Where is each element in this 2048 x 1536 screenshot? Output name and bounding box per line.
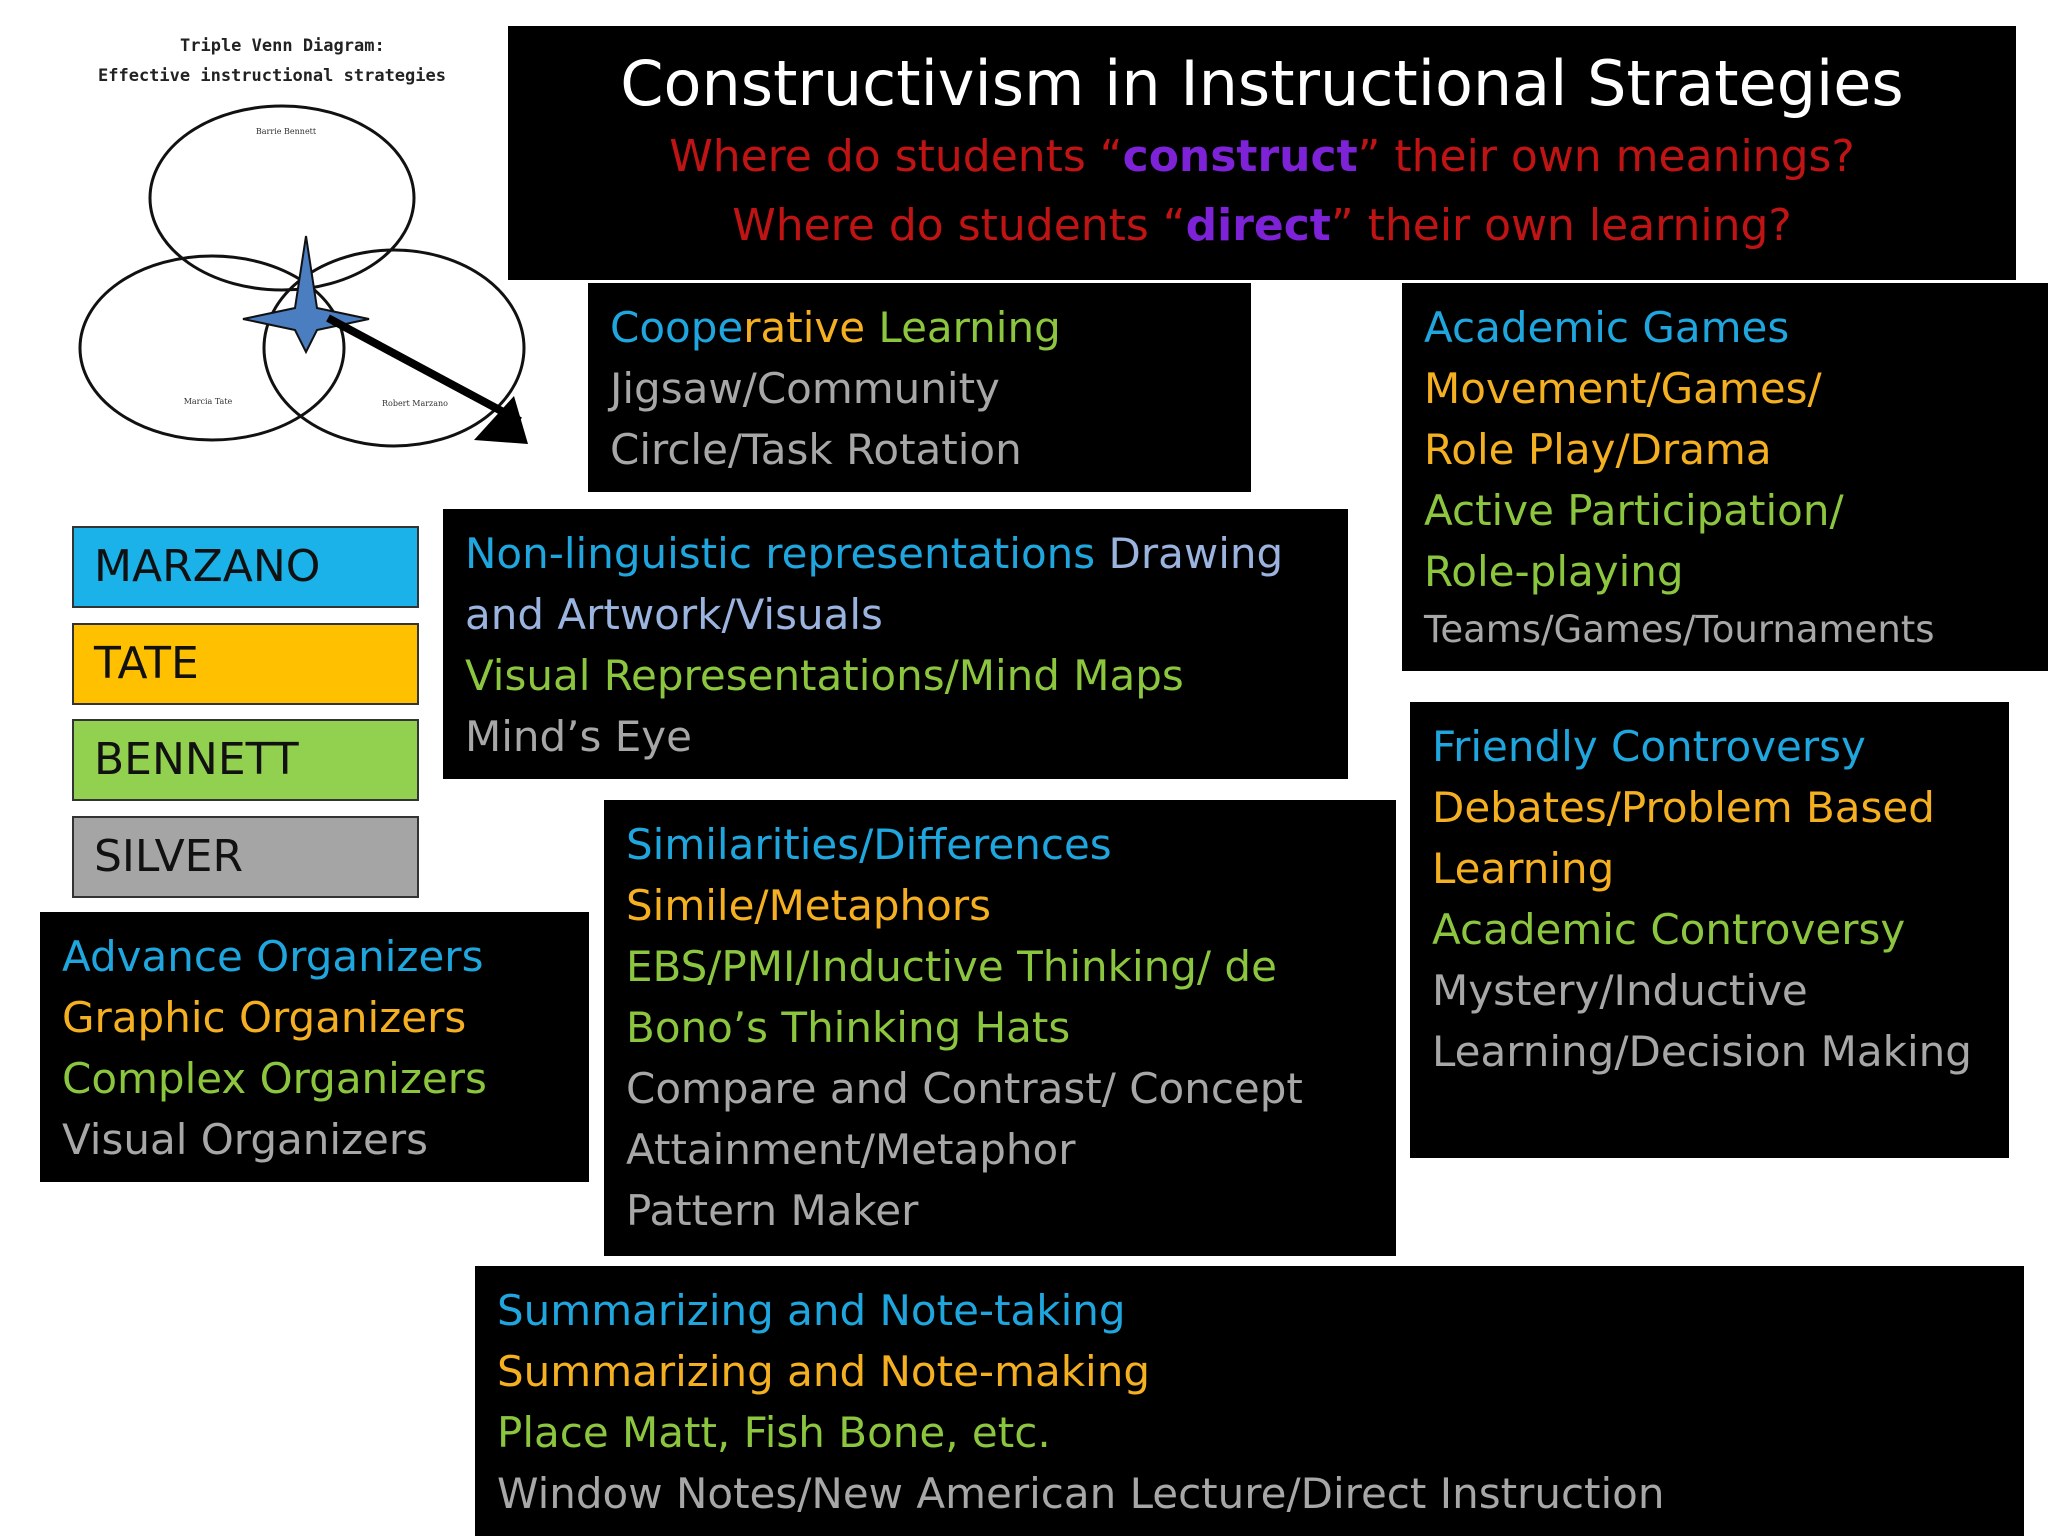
question-direct-pre: Where do students “ [732,200,1186,251]
academic-games-line: Role-playing [1424,547,1684,596]
box-friendly-controversy [1410,702,2009,1158]
cooperative-learning-heading [610,297,1251,358]
academic-games-line: Active Participation/ [1424,486,1844,535]
box-non-linguistic [443,509,1348,779]
non-linguistic-line: and Artwork/Visuals [465,590,883,639]
star-icon [243,236,369,352]
question-direct [508,191,2016,260]
similarities-line: Attainment/Metaphor [626,1125,1076,1174]
summarizing-line: Summarizing and Note-making [497,1347,1150,1396]
question-construct-pre: Where do students “ [669,131,1123,182]
advance-organizers-line: Graphic Organizers [62,993,467,1042]
legend-label: SILVER [94,831,244,882]
box-summarizing [475,1266,2024,1536]
summarizing-line: Place Matt, Fish Bone, etc. [497,1408,1051,1457]
box-advance-organizers [40,912,589,1182]
similarities-line: Compare and Contrast/ Concept [626,1064,1303,1113]
academic-games-heading: Academic Games [1424,303,1790,352]
heading-part: Non-linguistic representations [465,529,1096,578]
non-linguistic-line: Visual Representations/Mind Maps [465,651,1184,700]
similarities-heading: Similarities/Differences [626,820,1112,869]
legend-tate [72,623,419,705]
venn-subtitle: Effective instructional strategies [98,66,446,86]
heading-part: Drawing [1095,529,1284,578]
question-construct-emphasis: construct [1122,131,1358,182]
non-linguistic-heading [465,523,1348,584]
legend-label: TATE [94,638,199,689]
box-academic-games [1402,283,2048,671]
non-linguistic-line: Mind’s Eye [465,712,693,761]
legend-label: BENNETT [94,734,299,785]
legend-bennett [72,719,419,801]
venn-label-right: Robert Marzano [381,399,449,408]
summarizing-heading: Summarizing and Note-taking [497,1286,1126,1335]
legend-silver [72,816,419,898]
similarities-line: EBS/PMI/Inductive Thinking/ de [626,942,1277,991]
academic-games-line: Role Play/Drama [1424,425,1772,474]
question-construct-post: ” their own meanings? [1357,131,1855,182]
friendly-controversy-line: Academic Controversy [1432,905,1906,954]
venn-label-left: Marcia Tate [183,397,233,406]
heading-part: Learning [865,303,1061,352]
question-construct [508,122,2016,191]
friendly-controversy-line: Debates/Problem Based [1432,783,1935,832]
friendly-controversy-heading: Friendly Controversy [1432,722,1866,771]
question-direct-emphasis: direct [1185,200,1331,251]
legend-marzano [72,526,419,608]
similarities-line: Pattern Maker [626,1186,919,1235]
title-box [508,26,2016,280]
advance-organizers-line: Visual Organizers [62,1115,429,1164]
summarizing-line: Window Notes/New American Lecture/Direct Instruction [497,1469,1665,1518]
venn-title: Triple Venn Diagram: [180,36,385,56]
academic-games-line: Movement/Games/ [1424,364,1822,413]
cooperative-line: Jigsaw/Community [610,364,1000,413]
friendly-controversy-line: Learning/Decision Making [1432,1027,1972,1076]
heading-part: Coope [610,303,744,352]
question-direct-post: ” their own learning? [1330,200,1792,251]
advance-organizers-line: Complex Organizers [62,1054,487,1103]
academic-games-line: Teams/Games/Tournaments [1424,608,1935,651]
page-title: Constructivism in Instructional Strategies [620,47,1904,120]
similarities-line: Bono’s Thinking Hats [626,1003,1071,1052]
legend-label: MARZANO [94,541,321,592]
box-similarities-differences [604,800,1396,1256]
cooperative-line: Circle/Task Rotation [610,425,1022,474]
venn-label-top: Barrie Bennett [255,127,317,136]
box-cooperative-learning [588,283,1251,492]
triple-venn-diagram [40,26,580,456]
similarities-line: Simile/Metaphors [626,881,991,930]
friendly-controversy-line: Learning [1432,844,1615,893]
friendly-controversy-line: Mystery/Inductive [1432,966,1808,1015]
venn-circles [40,26,580,456]
heading-part: rative [743,303,866,352]
advance-organizers-heading: Advance Organizers [62,932,484,981]
